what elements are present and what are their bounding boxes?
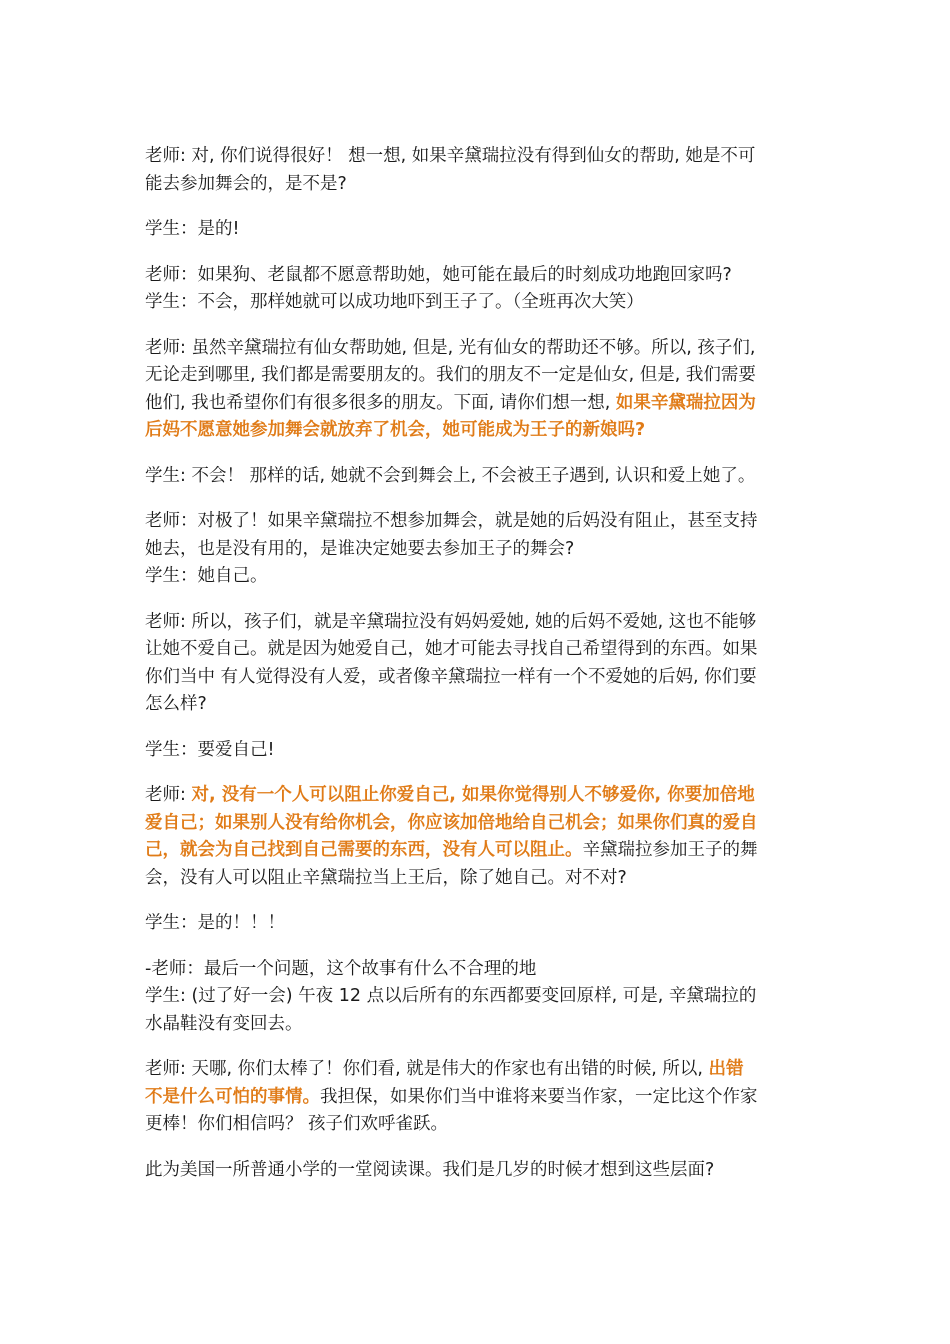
text-line: 怎么样? [145,694,207,714]
text-line: 学生: (过了好一会) 午夜 12 点以后所有的东西都要变回原样, 可是, 辛黛瑞拉的 [145,986,757,1006]
highlighted-text: 如果辛黛瑞拉因为 [615,392,756,413]
text-line: 此为美国一所普通小学的一堂阅读课。我们是几岁的时候才想到这些层面? [145,1159,715,1180]
text-line [145,1084,810,1112]
paragraph-student-3 [145,737,810,765]
text-line: 能去参加舞会的，是不是? [145,173,347,194]
paragraph-teacher-5 [145,609,810,719]
text-line: 让她不爱自己。就是因为她爱自己，她才可能去寻找自己希望得到的东西。如果 [145,639,758,659]
plain-text: 老师: 天哪, 你们太棒了！你们看, 就是伟大的作家也有出错的时候, 所以, [145,1059,709,1079]
plain-text: 我担保，如果你们当中谁将来要当作家，一定比这个作家 [320,1086,758,1107]
text-line: 她去，也是没有用的，是谁决定她要去参加王子的舞会? [145,538,575,559]
paragraph-student-4 [145,910,810,938]
plain-text: 辛黛瑞拉参加王子的舞 [582,840,758,860]
text-line [145,837,810,865]
text-line: 学生：是的！！！ [145,913,285,933]
paragraph-teacher-2 [145,262,810,317]
highlighted-text: 爱自己；如果别人没有给你机会，你应该加倍地给自己机会；如果你们真的爱自 [145,812,758,833]
text-line: 更棒！你们相信吗？ 孩子们欢呼雀跃。 [145,1114,449,1134]
paragraph-student-2 [145,463,810,491]
highlighted-text: 出错 [708,1059,744,1079]
paragraph-student-1 [145,216,810,244]
text-line [145,782,810,810]
text-line [145,1056,810,1084]
text-line: 老师：如果狗、老鼠都不愿意帮助她，她可能在最后的时刻成功地跑回家吗? [145,264,732,285]
document-body [145,143,810,1202]
text-line: -老师：最后一个问题，这个故事有什么不合理的地 [145,958,537,979]
text-line: 学生：要爱自己! [145,739,275,760]
highlighted-text: 后妈不愿意她参加舞会就放弃了机会，她可能成为王子的新娘吗? [145,420,646,440]
text-line: 老师：对极了！如果辛黛瑞拉不想参加舞会，就是她的后妈没有阻止，甚至支持 [145,511,758,531]
text-line: 老师: 对, 你们说得很好！ 想一想, 如果辛黛瑞拉没有得到仙女的帮助, 她是不可 [145,146,756,166]
paragraph-teacher-7 [145,956,810,1039]
paragraph-teacher-6 [145,782,810,892]
paragraph-teacher-1 [145,143,810,198]
paragraph-teacher-8 [145,1056,810,1139]
paragraph-teacher-3 [145,335,810,445]
highlighted-text: 不是什么可怕的事情。 [145,1086,320,1107]
plain-text: 他们, 我也希望你们有很多很多的朋友。下面, 请你们想一想, [145,392,616,413]
plain-text: 老师: [145,785,192,805]
text-line: 无论走到哪里, 我们都是需要朋友的。我们的朋友不一定是仙女, 但是, 我们需要 [145,365,756,385]
text-line: 老师: 所以，孩子们，就是辛黛瑞拉没有妈妈爱她, 她的后妈不爱她, 这也不能够 [145,611,757,632]
text-line: 学生：是的! [145,219,240,239]
text-line: 学生：不会，那样她就可以成功地吓到王子了。（全班再次大笑） [145,292,644,312]
highlighted-text: 对, 没有一个人可以阻止你爱自己, 如果你觉得别人不够爱你, 你要加倍地 [191,785,755,805]
text-line: 学生：她自己。 [145,566,268,586]
text-line: 学生: 不会！ 那样的话, 她就不会到舞会上, 不会被王子遇到, 认识和爱上她了。 [145,465,756,486]
text-line [145,390,810,418]
paragraph-teacher-4 [145,508,810,591]
text-line: 水晶鞋没有变回去。 [145,1013,303,1034]
text-line: 你们当中 有人觉得没有人爱，或者像辛黛瑞拉一样有一个不爱她的后妈, 你们要 [145,666,757,687]
highlighted-text: 己，就会为自己找到自己需要的东西，没有人可以阻止。 [145,840,583,860]
paragraph-closing [145,1157,810,1185]
text-line: 老师: 虽然辛黛瑞拉有仙女帮助她, 但是, 光有仙女的帮助还不够。所以, 孩子们, [145,337,756,358]
text-line: 会，没有人可以阻止辛黛瑞拉当上王后，除了她自己。对不对? [145,867,627,888]
